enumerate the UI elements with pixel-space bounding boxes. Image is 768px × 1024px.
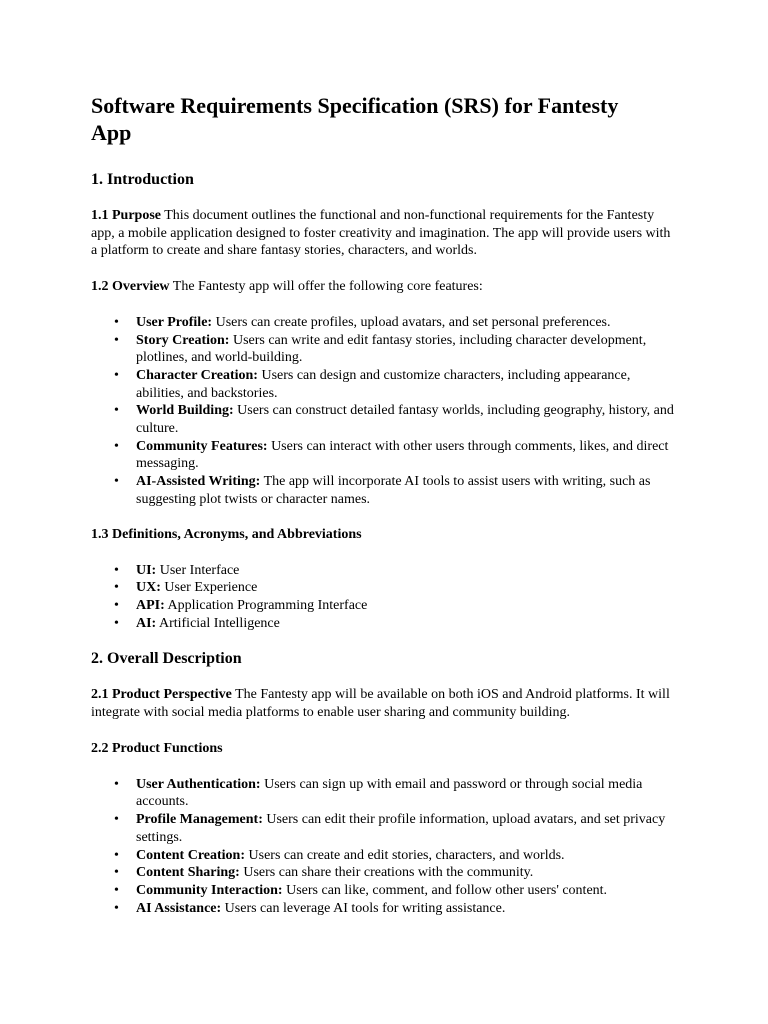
overview-label: 1.2 Overview [91,279,170,295]
list-item [91,314,680,332]
list-item [91,811,680,846]
bullet-icon: • [114,314,119,330]
section-heading-overall-description: 2. Overall Description [91,650,242,668]
bullet-icon: • [114,900,119,916]
item-desc: Users can write and edit fantasy stories, including character development, plotlines, and world-building. [136,332,647,366]
document-title: Software Requirements Specification (SRS) for Fantesty App [91,93,619,145]
functions-heading: 2.2 Product Functions [91,740,223,756]
bullet-icon: • [114,474,119,490]
list-item [91,579,680,597]
item-desc: Users can edit their profile information, upload avatars, and set privacy settings. [136,812,666,845]
item-desc: Users can interact with other users through comments, likes, and direct messaging. [136,438,669,472]
list-item [91,562,680,580]
item-term: User Authentication: [136,776,261,792]
bullet-icon: • [114,882,119,898]
item-desc: Users can design and customize characters, including appearance, abilities, and backstories. [136,367,631,401]
item-desc: Users can create profiles, upload avatars, and set personal preferences. [215,314,611,330]
item-term: API: [136,597,165,613]
bullet-icon: • [114,865,119,881]
bullet-icon: • [114,615,119,631]
purpose-text: This document outlines the functional and non-functional requirements for the Fantesty app, a mobile application designed to foster creativity and imagination. The app will provide users with a platform to create and share fantasy stories, characters, and worlds. [91,208,671,259]
definitions-heading: 1.3 Definitions, Acronyms, and Abbreviations [91,526,362,542]
section-heading-introduction: 1. Introduction [91,171,194,188]
item-term: Story Creation: [136,332,230,348]
item-desc: User Interface [159,562,240,578]
list-item [91,900,680,918]
item-desc: Users can construct detailed fantasy worlds, including geography, history, and culture. [136,403,674,437]
bullet-icon: • [114,776,119,792]
item-desc: Users can create and edit stories, characters, and worlds. [248,847,565,863]
bullet-icon: • [114,403,119,419]
item-term: World Building: [136,403,234,419]
purpose-paragraph [91,207,680,260]
features-list [91,314,680,509]
item-desc: User Experience [164,580,258,596]
perspective-paragraph [91,686,680,721]
item-desc: Users can like, comment, and follow other users' content. [286,882,608,898]
overview-text: The Fantesty app will offer the following core features: [172,279,483,295]
item-term: UX: [136,580,161,596]
functions-list [91,776,680,918]
list-item [91,597,680,615]
item-term: Profile Management: [136,812,263,828]
perspective-label: 2.1 Product Perspective [91,687,232,703]
item-term: AI: [136,615,157,631]
list-item [91,882,680,900]
item-term: Content Sharing: [136,865,240,881]
list-item [91,367,680,402]
item-term: UI: [136,562,157,578]
list-item [91,402,680,437]
overview-paragraph [91,278,680,296]
bullet-icon: • [114,562,119,578]
item-term: Community Features: [136,438,268,454]
bullet-icon: • [114,812,119,828]
list-item [91,332,680,367]
item-desc: Application Programming Interface [167,597,368,613]
item-term: User Profile: [136,314,213,330]
bullet-icon: • [114,438,119,454]
item-desc: Users can sign up with email and password or through social media accounts. [136,776,643,810]
purpose-label: 1.1 Purpose [91,208,161,223]
list-item [91,615,680,633]
perspective-text: The Fantesty app will be available on both iOS and Android platforms. It will integrate with social media platforms to enable user sharing and community building. [91,687,670,721]
list-item [91,864,680,882]
item-desc: Artificial Intelligence [158,615,280,631]
list-item [91,776,680,811]
item-term: Character Creation: [136,367,258,383]
list-item [91,473,680,508]
item-desc: The app will incorporate AI tools to assist users with writing, such as suggesting plot twists or character names. [136,474,651,507]
list-item [91,438,680,473]
item-desc: Users can leverage AI tools for writing assistance. [224,900,506,916]
list-item [91,847,680,865]
bullet-icon: • [114,332,119,348]
bullet-icon: • [114,847,119,863]
item-term: AI-Assisted Writing: [136,474,261,490]
bullet-icon: • [114,597,119,613]
item-term: Community Interaction: [136,882,283,898]
bullet-icon: • [114,580,119,596]
bullet-icon: • [114,367,119,383]
item-term: AI Assistance: [136,900,222,916]
item-term: Content Creation: [136,847,246,863]
item-desc: Users can share their creations with the community. [243,865,534,881]
definitions-list [91,562,680,633]
